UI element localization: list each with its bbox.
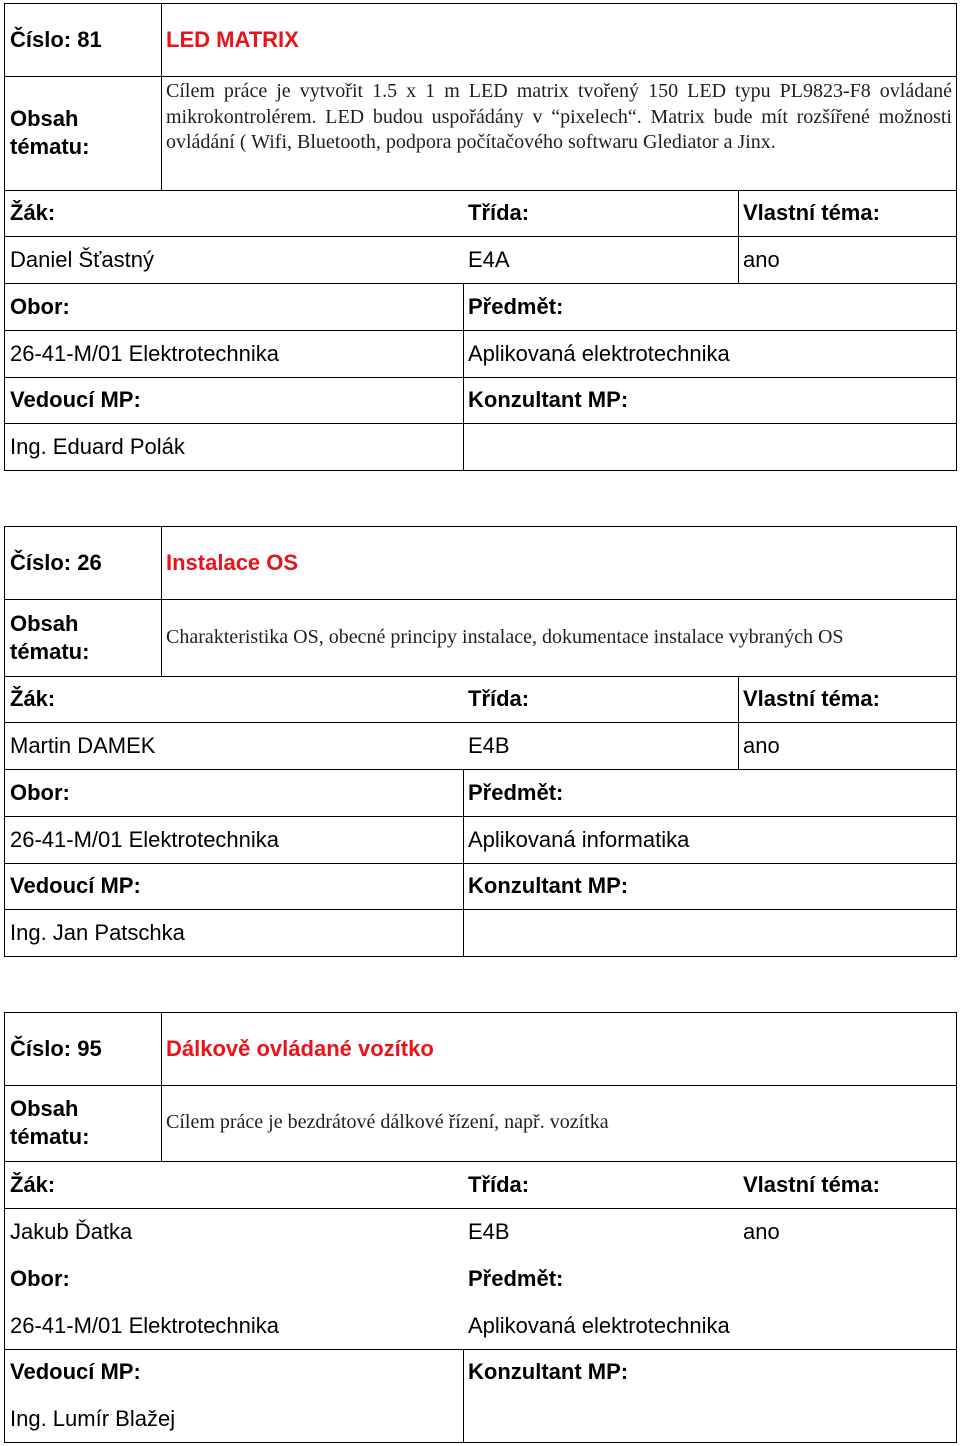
field-value-row (5, 330, 956, 377)
consultant-value (463, 1395, 956, 1442)
student-label-row (5, 190, 956, 236)
supervisor-label: Vedoucí MP: (10, 1359, 141, 1384)
own-topic-value: ano (743, 246, 780, 272)
student-name: Martin DAMEK (10, 732, 156, 758)
topic-card-26 (4, 526, 957, 957)
subject-value: Aplikovaná elektrotechnika (468, 340, 730, 366)
own-topic-label: Vlastní téma: (743, 1171, 880, 1197)
class-label: Třída: (468, 200, 530, 225)
field-value: 26-41-M/01 Elektrotechnika (10, 1312, 280, 1338)
topic-number-cell (5, 4, 161, 76)
supervisor-label-row (5, 863, 956, 909)
topic-number: 95 (77, 1036, 102, 1061)
topic-description: Cílem práce je vytvořit 1.5 x 1 m LED matrix tvořený 150 LED typu PL9823-F8 ovládané mikrokontrolérem. LED budou uspořádány v “pixelech“. Matrix bude mít rozšířené možnosti ovládání ( Wifi, Bluetooth, podpora počítačového softwaru Glediator a Jinx. (166, 80, 952, 153)
description-label-line2: tématu: (10, 134, 90, 159)
description-label-line1: Obsah (10, 106, 79, 131)
description-label-line2: tématu: (10, 1124, 90, 1149)
field-label-row (5, 769, 956, 816)
class-label: Třída: (468, 686, 530, 711)
own-topic-label: Vlastní téma: (743, 686, 880, 711)
topic-number-cell (5, 1013, 161, 1085)
class-value: E4B (468, 732, 510, 758)
subject-label: Předmět: (468, 293, 564, 319)
topic-card-95 (4, 1012, 957, 1443)
topic-card-81 (4, 3, 957, 471)
description-label (5, 76, 161, 190)
number-label: Číslo: (10, 27, 72, 52)
description-label-line1: Obsah (10, 610, 79, 636)
field-value-row (5, 816, 956, 863)
subject-label: Předmět: (468, 1265, 564, 1291)
supervisor-label: Vedoucí MP: (10, 387, 141, 412)
topic-description-row (5, 1085, 956, 1161)
topic-description-row (5, 599, 956, 676)
student-value-row (5, 236, 956, 283)
field-value: 26-41-M/01 Elektrotechnika (10, 340, 280, 366)
field-value: 26-41-M/01 Elektrotechnika (10, 826, 280, 852)
consultant-label: Konzultant MP: (468, 873, 629, 898)
consultant-value (463, 909, 956, 956)
field-label: Obor: (10, 293, 70, 319)
class-label: Třída: (468, 1171, 530, 1197)
topic-title: LED MATRIX (166, 27, 299, 52)
supervisor-value-row (5, 423, 956, 470)
supervisor-value: Ing. Lumír Blažej (10, 1405, 176, 1431)
number-label: Číslo: (10, 550, 72, 575)
field-label-row (5, 1255, 956, 1302)
supervisor-value: Ing. Jan Patschka (10, 919, 185, 945)
topic-number-cell (5, 527, 161, 599)
field-label: Obor: (10, 779, 70, 805)
student-name: Jakub Ďatka (10, 1218, 133, 1244)
consultant-label: Konzultant MP: (468, 387, 629, 412)
topic-title: Instalace OS (166, 550, 299, 575)
own-topic-label: Vlastní téma: (743, 200, 880, 225)
topic-header-row (5, 4, 956, 76)
topic-description: Charakteristika OS, obecné principy instalace, dokumentace instalace vybraných OS (166, 625, 844, 648)
student-label: Žák: (10, 686, 56, 711)
description-label-line2: tématu: (10, 638, 90, 664)
subject-label: Předmět: (468, 779, 564, 805)
supervisor-value-row (5, 909, 956, 956)
number-label: Číslo: (10, 1036, 72, 1061)
topic-title: Dálkově ovládané vozítko (166, 1036, 434, 1061)
student-name: Daniel Šťastný (10, 246, 154, 272)
description-label-line1: Obsah (10, 1096, 79, 1121)
supervisor-value-row (5, 1395, 956, 1442)
topic-number: 81 (77, 27, 102, 52)
student-label: Žák: (10, 1171, 56, 1197)
class-value: E4B (468, 1218, 510, 1244)
supervisor-value: Ing. Eduard Polák (10, 433, 185, 459)
student-value-row (5, 1208, 956, 1255)
topic-description: Cílem práce je bezdrátové dálkové řízení, např. vozítka (166, 1111, 609, 1134)
student-label-row (5, 1161, 956, 1208)
consultant-value (463, 423, 956, 470)
supervisor-label-row (5, 377, 956, 423)
subject-value: Aplikovaná elektrotechnika (468, 1312, 730, 1338)
topic-header-row (5, 527, 956, 599)
class-value: E4A (468, 246, 510, 272)
student-label: Žák: (10, 200, 56, 225)
field-value-row (5, 1302, 956, 1349)
field-label-row (5, 283, 956, 330)
student-label-row (5, 676, 956, 722)
supervisor-label: Vedoucí MP: (10, 873, 141, 898)
subject-value: Aplikovaná informatika (468, 826, 690, 852)
field-label: Obor: (10, 1265, 70, 1291)
topic-header-row (5, 1013, 956, 1085)
consultant-label: Konzultant MP: (468, 1359, 629, 1384)
own-topic-value: ano (743, 732, 780, 758)
description-label (5, 1085, 161, 1161)
own-topic-value: ano (743, 1218, 780, 1244)
description-label (5, 599, 161, 676)
topic-number: 26 (77, 550, 102, 575)
topic-description-row (5, 76, 956, 190)
supervisor-label-row (5, 1349, 956, 1395)
student-value-row (5, 722, 956, 769)
